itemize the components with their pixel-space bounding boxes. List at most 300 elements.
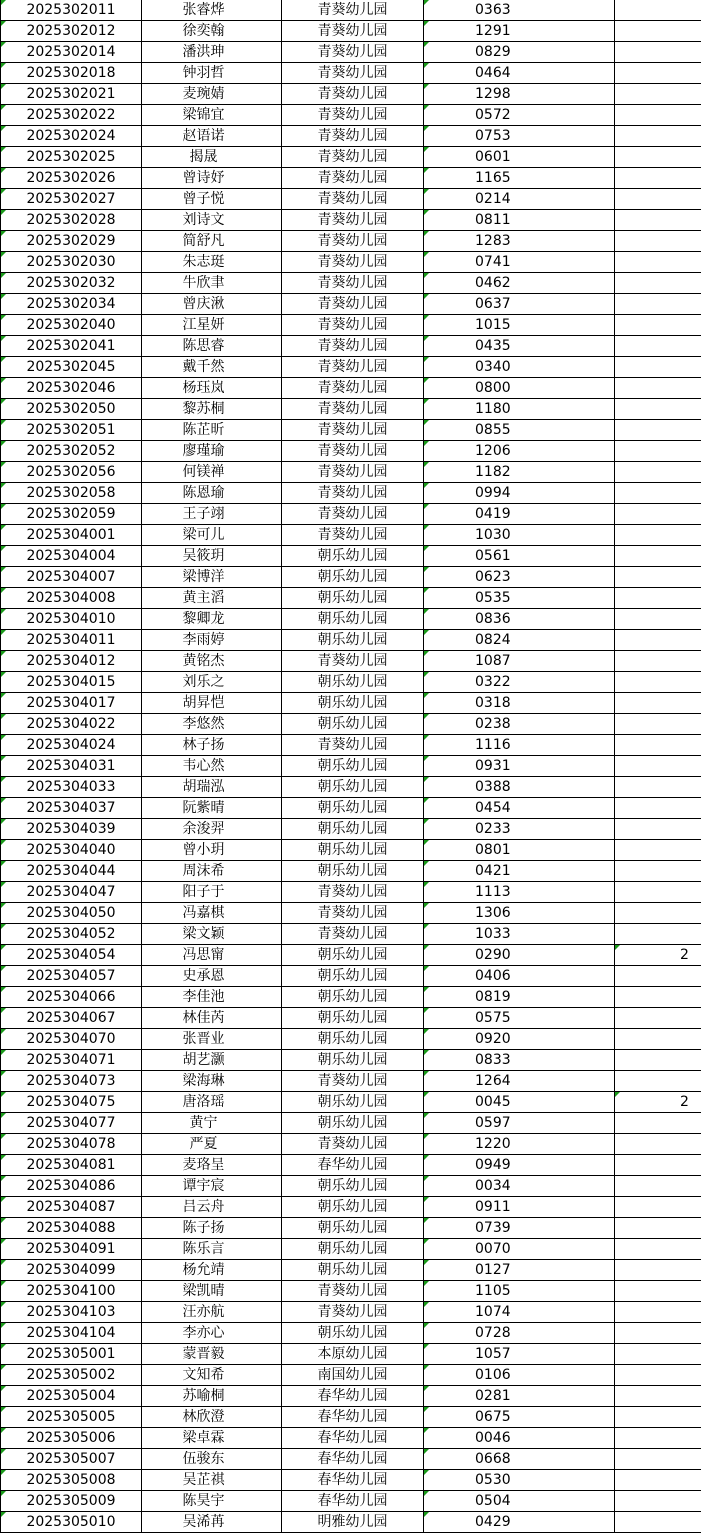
cell-code[interactable]: 0920 xyxy=(424,1029,615,1050)
cell-student-id[interactable]: 2025302026 xyxy=(1,168,142,189)
cell-code[interactable]: 0753 xyxy=(424,126,615,147)
cell-extra[interactable] xyxy=(615,21,701,42)
cell-student-name[interactable] xyxy=(142,1428,282,1449)
cell-student-name[interactable] xyxy=(142,441,282,462)
cell-school[interactable]: 朝乐幼儿园 xyxy=(282,546,424,567)
cell-extra[interactable] xyxy=(615,1365,701,1386)
cell-code[interactable]: 0419 xyxy=(424,504,615,525)
cell-extra[interactable] xyxy=(615,819,701,840)
cell-code[interactable]: 0829 xyxy=(424,42,615,63)
cell-school[interactable]: 青葵幼儿园 xyxy=(282,231,424,252)
cell-school[interactable]: 青葵幼儿园 xyxy=(282,441,424,462)
cell-student-name[interactable] xyxy=(142,1092,282,1113)
cell-student-id[interactable]: 2025304012 xyxy=(1,651,142,672)
cell-student-id[interactable]: 2025304103 xyxy=(1,1302,142,1323)
cell-extra[interactable] xyxy=(615,1449,701,1470)
cell-extra[interactable] xyxy=(615,126,701,147)
cell-student-name[interactable] xyxy=(142,252,282,273)
cell-school[interactable]: 春华幼儿园 xyxy=(282,1155,424,1176)
cell-student-name[interactable] xyxy=(142,147,282,168)
cell-code[interactable]: 1033 xyxy=(424,924,615,945)
cell-school[interactable]: 青葵幼儿园 xyxy=(282,84,424,105)
cell-extra[interactable] xyxy=(615,651,701,672)
cell-student-name[interactable] xyxy=(142,1323,282,1344)
cell-code[interactable]: 0214 xyxy=(424,189,615,210)
cell-code[interactable]: 1264 xyxy=(424,1071,615,1092)
cell-student-id[interactable]: 2025304081 xyxy=(1,1155,142,1176)
cell-student-name[interactable] xyxy=(142,567,282,588)
cell-student-name[interactable] xyxy=(142,1029,282,1050)
cell-student-name[interactable] xyxy=(142,945,282,966)
cell-student-name[interactable] xyxy=(142,924,282,945)
cell-student-name[interactable] xyxy=(142,1449,282,1470)
cell-student-name[interactable] xyxy=(142,651,282,672)
cell-student-name[interactable] xyxy=(142,231,282,252)
cell-student-id[interactable]: 2025304004 xyxy=(1,546,142,567)
cell-code[interactable]: 0833 xyxy=(424,1050,615,1071)
cell-student-id[interactable]: 2025302034 xyxy=(1,294,142,315)
cell-student-name[interactable] xyxy=(142,378,282,399)
cell-student-name[interactable] xyxy=(142,1050,282,1071)
cell-extra[interactable] xyxy=(615,1050,701,1071)
cell-student-id[interactable]: 2025304100 xyxy=(1,1281,142,1302)
cell-extra[interactable] xyxy=(615,609,701,630)
cell-student-name[interactable] xyxy=(142,714,282,735)
cell-school[interactable]: 青葵幼儿园 xyxy=(282,1302,424,1323)
cell-extra[interactable]: 2 xyxy=(615,945,701,966)
cell-student-id[interactable]: 2025302011 xyxy=(1,0,142,21)
cell-student-id[interactable]: 2025304001 xyxy=(1,525,142,546)
cell-student-id[interactable]: 2025304039 xyxy=(1,819,142,840)
cell-student-id[interactable]: 2025304104 xyxy=(1,1323,142,1344)
cell-student-name[interactable] xyxy=(142,1470,282,1491)
cell-student-name[interactable] xyxy=(142,861,282,882)
cell-student-name[interactable] xyxy=(142,399,282,420)
cell-code[interactable]: 0464 xyxy=(424,63,615,84)
cell-student-name[interactable] xyxy=(142,336,282,357)
cell-code[interactable]: 0623 xyxy=(424,567,615,588)
cell-school[interactable]: 青葵幼儿园 xyxy=(282,189,424,210)
cell-extra[interactable] xyxy=(615,1008,701,1029)
cell-code[interactable]: 0911 xyxy=(424,1197,615,1218)
cell-extra[interactable] xyxy=(615,294,701,315)
cell-extra[interactable] xyxy=(615,168,701,189)
cell-school[interactable]: 青葵幼儿园 xyxy=(282,903,424,924)
cell-code[interactable]: 0535 xyxy=(424,588,615,609)
cell-extra[interactable] xyxy=(615,1281,701,1302)
cell-code[interactable]: 0106 xyxy=(424,1365,615,1386)
cell-extra[interactable] xyxy=(615,1323,701,1344)
cell-school[interactable]: 青葵幼儿园 xyxy=(282,63,424,84)
cell-extra[interactable] xyxy=(615,483,701,504)
cell-extra[interactable] xyxy=(615,1176,701,1197)
cell-code[interactable]: 0388 xyxy=(424,777,615,798)
cell-code[interactable]: 0728 xyxy=(424,1323,615,1344)
cell-code[interactable]: 1206 xyxy=(424,441,615,462)
cell-extra[interactable] xyxy=(615,399,701,420)
cell-extra[interactable] xyxy=(615,672,701,693)
cell-code[interactable]: 0994 xyxy=(424,483,615,504)
cell-student-name[interactable] xyxy=(142,504,282,525)
cell-student-name[interactable] xyxy=(142,1260,282,1281)
cell-student-name[interactable] xyxy=(142,777,282,798)
cell-student-id[interactable]: 2025304071 xyxy=(1,1050,142,1071)
cell-school[interactable]: 朝乐幼儿园 xyxy=(282,798,424,819)
cell-student-id[interactable]: 2025304078 xyxy=(1,1134,142,1155)
cell-student-name[interactable] xyxy=(142,693,282,714)
cell-student-id[interactable]: 2025302050 xyxy=(1,399,142,420)
cell-student-id[interactable]: 2025304066 xyxy=(1,987,142,1008)
cell-student-id[interactable]: 2025304073 xyxy=(1,1071,142,1092)
cell-extra[interactable] xyxy=(615,693,701,714)
cell-code[interactable]: 1298 xyxy=(424,84,615,105)
cell-student-name[interactable] xyxy=(142,1239,282,1260)
cell-school[interactable]: 朝乐幼儿园 xyxy=(282,714,424,735)
cell-student-id[interactable]: 2025302024 xyxy=(1,126,142,147)
cell-school[interactable]: 朝乐幼儿园 xyxy=(282,756,424,777)
cell-student-name[interactable] xyxy=(142,1512,282,1533)
cell-code[interactable]: 0800 xyxy=(424,378,615,399)
cell-student-id[interactable]: 2025305010 xyxy=(1,1512,142,1533)
cell-code[interactable]: 1087 xyxy=(424,651,615,672)
cell-code[interactable]: 1074 xyxy=(424,1302,615,1323)
cell-student-id[interactable]: 2025305002 xyxy=(1,1365,142,1386)
cell-code[interactable]: 0290 xyxy=(424,945,615,966)
cell-school[interactable]: 青葵幼儿园 xyxy=(282,105,424,126)
cell-student-name[interactable] xyxy=(142,1491,282,1512)
cell-extra[interactable] xyxy=(615,273,701,294)
cell-extra[interactable] xyxy=(615,882,701,903)
cell-student-id[interactable]: 2025304033 xyxy=(1,777,142,798)
cell-school[interactable]: 青葵幼儿园 xyxy=(282,1071,424,1092)
cell-extra[interactable] xyxy=(615,189,701,210)
cell-code[interactable]: 0421 xyxy=(424,861,615,882)
cell-student-id[interactable]: 2025304077 xyxy=(1,1113,142,1134)
cell-student-id[interactable]: 2025302046 xyxy=(1,378,142,399)
cell-student-name[interactable] xyxy=(142,588,282,609)
cell-school[interactable]: 春华幼儿园 xyxy=(282,1386,424,1407)
cell-school[interactable]: 朝乐幼儿园 xyxy=(282,819,424,840)
cell-student-name[interactable] xyxy=(142,966,282,987)
cell-student-name[interactable] xyxy=(142,1365,282,1386)
cell-extra[interactable] xyxy=(615,0,701,21)
cell-extra[interactable] xyxy=(615,735,701,756)
cell-student-name[interactable] xyxy=(142,0,282,21)
cell-code[interactable]: 1057 xyxy=(424,1344,615,1365)
cell-student-name[interactable] xyxy=(142,357,282,378)
cell-school[interactable]: 明雅幼儿园 xyxy=(282,1512,424,1533)
cell-school[interactable]: 南国幼儿园 xyxy=(282,1365,424,1386)
cell-extra[interactable] xyxy=(615,840,701,861)
cell-school[interactable]: 朝乐幼儿园 xyxy=(282,1260,424,1281)
cell-student-id[interactable]: 2025304050 xyxy=(1,903,142,924)
cell-school[interactable]: 青葵幼儿园 xyxy=(282,315,424,336)
cell-extra[interactable] xyxy=(615,924,701,945)
cell-code[interactable]: 0363 xyxy=(424,0,615,21)
cell-extra[interactable] xyxy=(615,462,701,483)
cell-student-id[interactable]: 2025302045 xyxy=(1,357,142,378)
cell-student-name[interactable] xyxy=(142,840,282,861)
cell-student-id[interactable]: 2025302041 xyxy=(1,336,142,357)
cell-extra[interactable] xyxy=(615,336,701,357)
cell-code[interactable]: 1030 xyxy=(424,525,615,546)
cell-extra[interactable] xyxy=(615,147,701,168)
cell-code[interactable]: 1105 xyxy=(424,1281,615,1302)
cell-extra[interactable] xyxy=(615,42,701,63)
cell-code[interactable]: 0597 xyxy=(424,1113,615,1134)
cell-student-id[interactable]: 2025302052 xyxy=(1,441,142,462)
cell-extra[interactable] xyxy=(615,1491,701,1512)
cell-code[interactable]: 0931 xyxy=(424,756,615,777)
cell-school[interactable]: 朝乐幼儿园 xyxy=(282,987,424,1008)
cell-code[interactable]: 0855 xyxy=(424,420,615,441)
cell-extra[interactable] xyxy=(615,1260,701,1281)
cell-school[interactable]: 朝乐幼儿园 xyxy=(282,840,424,861)
cell-code[interactable]: 0281 xyxy=(424,1386,615,1407)
cell-extra[interactable] xyxy=(615,420,701,441)
cell-school[interactable]: 朝乐幼儿园 xyxy=(282,1050,424,1071)
cell-school[interactable]: 朝乐幼儿园 xyxy=(282,588,424,609)
cell-student-name[interactable] xyxy=(142,609,282,630)
cell-student-name[interactable] xyxy=(142,1071,282,1092)
cell-school[interactable]: 青葵幼儿园 xyxy=(282,378,424,399)
cell-extra[interactable] xyxy=(615,1344,701,1365)
cell-code[interactable]: 1165 xyxy=(424,168,615,189)
cell-extra[interactable] xyxy=(615,1197,701,1218)
cell-student-id[interactable]: 2025302014 xyxy=(1,42,142,63)
cell-extra[interactable]: 2 xyxy=(615,1092,701,1113)
cell-school[interactable]: 朝乐幼儿园 xyxy=(282,966,424,987)
cell-student-id[interactable]: 2025304008 xyxy=(1,588,142,609)
cell-student-name[interactable] xyxy=(142,210,282,231)
cell-code[interactable]: 0530 xyxy=(424,1470,615,1491)
cell-student-id[interactable]: 2025302058 xyxy=(1,483,142,504)
cell-student-id[interactable]: 2025305006 xyxy=(1,1428,142,1449)
cell-code[interactable]: 1291 xyxy=(424,21,615,42)
cell-school[interactable]: 青葵幼儿园 xyxy=(282,273,424,294)
cell-code[interactable]: 0561 xyxy=(424,546,615,567)
cell-student-id[interactable]: 2025304040 xyxy=(1,840,142,861)
cell-student-name[interactable] xyxy=(142,420,282,441)
cell-extra[interactable] xyxy=(615,1029,701,1050)
cell-school[interactable]: 青葵幼儿园 xyxy=(282,147,424,168)
cell-extra[interactable] xyxy=(615,63,701,84)
cell-extra[interactable] xyxy=(615,210,701,231)
cell-student-name[interactable] xyxy=(142,1407,282,1428)
cell-school[interactable]: 本原幼儿园 xyxy=(282,1344,424,1365)
cell-extra[interactable] xyxy=(615,525,701,546)
cell-student-name[interactable] xyxy=(142,21,282,42)
cell-code[interactable]: 0637 xyxy=(424,294,615,315)
cell-student-id[interactable]: 2025305004 xyxy=(1,1386,142,1407)
cell-school[interactable]: 青葵幼儿园 xyxy=(282,399,424,420)
cell-student-name[interactable] xyxy=(142,735,282,756)
cell-student-name[interactable] xyxy=(142,525,282,546)
cell-student-name[interactable] xyxy=(142,1197,282,1218)
cell-student-id[interactable]: 2025304015 xyxy=(1,672,142,693)
cell-school[interactable]: 朝乐幼儿园 xyxy=(282,1176,424,1197)
cell-extra[interactable] xyxy=(615,441,701,462)
cell-student-id[interactable]: 2025302051 xyxy=(1,420,142,441)
cell-student-id[interactable]: 2025305009 xyxy=(1,1491,142,1512)
cell-student-id[interactable]: 2025302018 xyxy=(1,63,142,84)
cell-student-name[interactable] xyxy=(142,84,282,105)
cell-code[interactable]: 0429 xyxy=(424,1512,615,1533)
cell-student-id[interactable]: 2025302012 xyxy=(1,21,142,42)
cell-student-id[interactable]: 2025304010 xyxy=(1,609,142,630)
cell-extra[interactable] xyxy=(615,357,701,378)
cell-student-name[interactable] xyxy=(142,672,282,693)
cell-extra[interactable] xyxy=(615,1218,701,1239)
cell-extra[interactable] xyxy=(615,1071,701,1092)
cell-student-id[interactable]: 2025304099 xyxy=(1,1260,142,1281)
cell-school[interactable]: 青葵幼儿园 xyxy=(282,0,424,21)
cell-school[interactable]: 朝乐幼儿园 xyxy=(282,1218,424,1239)
cell-school[interactable]: 青葵幼儿园 xyxy=(282,210,424,231)
cell-student-name[interactable] xyxy=(142,819,282,840)
cell-school[interactable]: 朝乐幼儿园 xyxy=(282,693,424,714)
cell-extra[interactable] xyxy=(615,1407,701,1428)
cell-school[interactable]: 青葵幼儿园 xyxy=(282,294,424,315)
cell-code[interactable]: 0836 xyxy=(424,609,615,630)
cell-extra[interactable] xyxy=(615,1470,701,1491)
cell-student-id[interactable]: 2025304067 xyxy=(1,1008,142,1029)
cell-student-name[interactable] xyxy=(142,1218,282,1239)
cell-code[interactable]: 0435 xyxy=(424,336,615,357)
cell-student-name[interactable] xyxy=(142,42,282,63)
cell-student-name[interactable] xyxy=(142,168,282,189)
cell-school[interactable]: 青葵幼儿园 xyxy=(282,525,424,546)
cell-code[interactable]: 0819 xyxy=(424,987,615,1008)
cell-student-name[interactable] xyxy=(142,1386,282,1407)
cell-school[interactable]: 朝乐幼儿园 xyxy=(282,609,424,630)
cell-code[interactable]: 0070 xyxy=(424,1239,615,1260)
cell-school[interactable]: 青葵幼儿园 xyxy=(282,1281,424,1302)
cell-school[interactable]: 青葵幼儿园 xyxy=(282,504,424,525)
cell-school[interactable]: 青葵幼儿园 xyxy=(282,21,424,42)
cell-code[interactable]: 0811 xyxy=(424,210,615,231)
cell-school[interactable]: 春华幼儿园 xyxy=(282,1449,424,1470)
cell-code[interactable]: 0739 xyxy=(424,1218,615,1239)
cell-code[interactable]: 1015 xyxy=(424,315,615,336)
cell-extra[interactable] xyxy=(615,84,701,105)
cell-code[interactable]: 0741 xyxy=(424,252,615,273)
cell-school[interactable]: 朝乐幼儿园 xyxy=(282,945,424,966)
cell-student-id[interactable]: 2025302030 xyxy=(1,252,142,273)
cell-student-name[interactable] xyxy=(142,189,282,210)
cell-code[interactable]: 0454 xyxy=(424,798,615,819)
cell-school[interactable]: 朝乐幼儿园 xyxy=(282,1239,424,1260)
cell-extra[interactable] xyxy=(615,798,701,819)
cell-student-name[interactable] xyxy=(142,1302,282,1323)
cell-code[interactable]: 1180 xyxy=(424,399,615,420)
cell-code[interactable]: 0462 xyxy=(424,273,615,294)
cell-student-name[interactable] xyxy=(142,63,282,84)
cell-school[interactable]: 朝乐幼儿园 xyxy=(282,861,424,882)
cell-code[interactable]: 1182 xyxy=(424,462,615,483)
cell-code[interactable]: 1306 xyxy=(424,903,615,924)
cell-code[interactable]: 1220 xyxy=(424,1134,615,1155)
cell-code[interactable]: 0504 xyxy=(424,1491,615,1512)
cell-extra[interactable] xyxy=(615,315,701,336)
cell-school[interactable]: 春华幼儿园 xyxy=(282,1470,424,1491)
cell-student-name[interactable] xyxy=(142,798,282,819)
cell-extra[interactable] xyxy=(615,1386,701,1407)
cell-school[interactable]: 朝乐幼儿园 xyxy=(282,630,424,651)
cell-student-name[interactable] xyxy=(142,1134,282,1155)
cell-student-name[interactable] xyxy=(142,1344,282,1365)
cell-extra[interactable] xyxy=(615,630,701,651)
cell-student-id[interactable]: 2025304057 xyxy=(1,966,142,987)
cell-student-id[interactable]: 2025304088 xyxy=(1,1218,142,1239)
cell-student-id[interactable]: 2025302040 xyxy=(1,315,142,336)
cell-student-name[interactable] xyxy=(142,630,282,651)
cell-code[interactable]: 0340 xyxy=(424,357,615,378)
cell-code[interactable]: 1283 xyxy=(424,231,615,252)
cell-student-id[interactable]: 2025304022 xyxy=(1,714,142,735)
cell-school[interactable]: 青葵幼儿园 xyxy=(282,168,424,189)
cell-school[interactable]: 青葵幼儿园 xyxy=(282,126,424,147)
cell-extra[interactable] xyxy=(615,777,701,798)
cell-student-id[interactable]: 2025305007 xyxy=(1,1449,142,1470)
cell-extra[interactable] xyxy=(615,546,701,567)
cell-student-name[interactable] xyxy=(142,1113,282,1134)
cell-student-id[interactable]: 2025304054 xyxy=(1,945,142,966)
cell-code[interactable]: 0949 xyxy=(424,1155,615,1176)
cell-student-id[interactable]: 2025302028 xyxy=(1,210,142,231)
cell-extra[interactable] xyxy=(615,1239,701,1260)
cell-code[interactable]: 0322 xyxy=(424,672,615,693)
cell-student-id[interactable]: 2025304007 xyxy=(1,567,142,588)
cell-extra[interactable] xyxy=(615,756,701,777)
cell-code[interactable]: 0675 xyxy=(424,1407,615,1428)
cell-school[interactable]: 青葵幼儿园 xyxy=(282,42,424,63)
cell-school[interactable]: 青葵幼儿园 xyxy=(282,336,424,357)
cell-code[interactable]: 0668 xyxy=(424,1449,615,1470)
cell-student-id[interactable]: 2025305008 xyxy=(1,1470,142,1491)
cell-student-id[interactable]: 2025304087 xyxy=(1,1197,142,1218)
cell-student-id[interactable]: 2025304024 xyxy=(1,735,142,756)
cell-code[interactable]: 0575 xyxy=(424,1008,615,1029)
cell-student-name[interactable] xyxy=(142,105,282,126)
cell-school[interactable]: 朝乐幼儿园 xyxy=(282,1029,424,1050)
cell-school[interactable]: 朝乐幼儿园 xyxy=(282,1323,424,1344)
cell-extra[interactable] xyxy=(615,1155,701,1176)
cell-student-id[interactable]: 2025302029 xyxy=(1,231,142,252)
cell-code[interactable]: 0046 xyxy=(424,1428,615,1449)
cell-student-name[interactable] xyxy=(142,756,282,777)
cell-student-id[interactable]: 2025304011 xyxy=(1,630,142,651)
cell-school[interactable]: 朝乐幼儿园 xyxy=(282,672,424,693)
cell-extra[interactable] xyxy=(615,903,701,924)
cell-student-name[interactable] xyxy=(142,1176,282,1197)
cell-student-id[interactable]: 2025304047 xyxy=(1,882,142,903)
cell-school[interactable]: 朝乐幼儿园 xyxy=(282,1113,424,1134)
cell-student-id[interactable]: 2025305005 xyxy=(1,1407,142,1428)
cell-code[interactable]: 0572 xyxy=(424,105,615,126)
cell-code[interactable]: 0824 xyxy=(424,630,615,651)
cell-student-name[interactable] xyxy=(142,294,282,315)
cell-student-id[interactable]: 2025302021 xyxy=(1,84,142,105)
cell-code[interactable]: 0801 xyxy=(424,840,615,861)
cell-student-name[interactable] xyxy=(142,1008,282,1029)
cell-school[interactable]: 青葵幼儿园 xyxy=(282,420,424,441)
cell-student-name[interactable] xyxy=(142,483,282,504)
cell-extra[interactable] xyxy=(615,105,701,126)
cell-extra[interactable] xyxy=(615,714,701,735)
cell-student-name[interactable] xyxy=(142,882,282,903)
cell-school[interactable]: 青葵幼儿园 xyxy=(282,462,424,483)
